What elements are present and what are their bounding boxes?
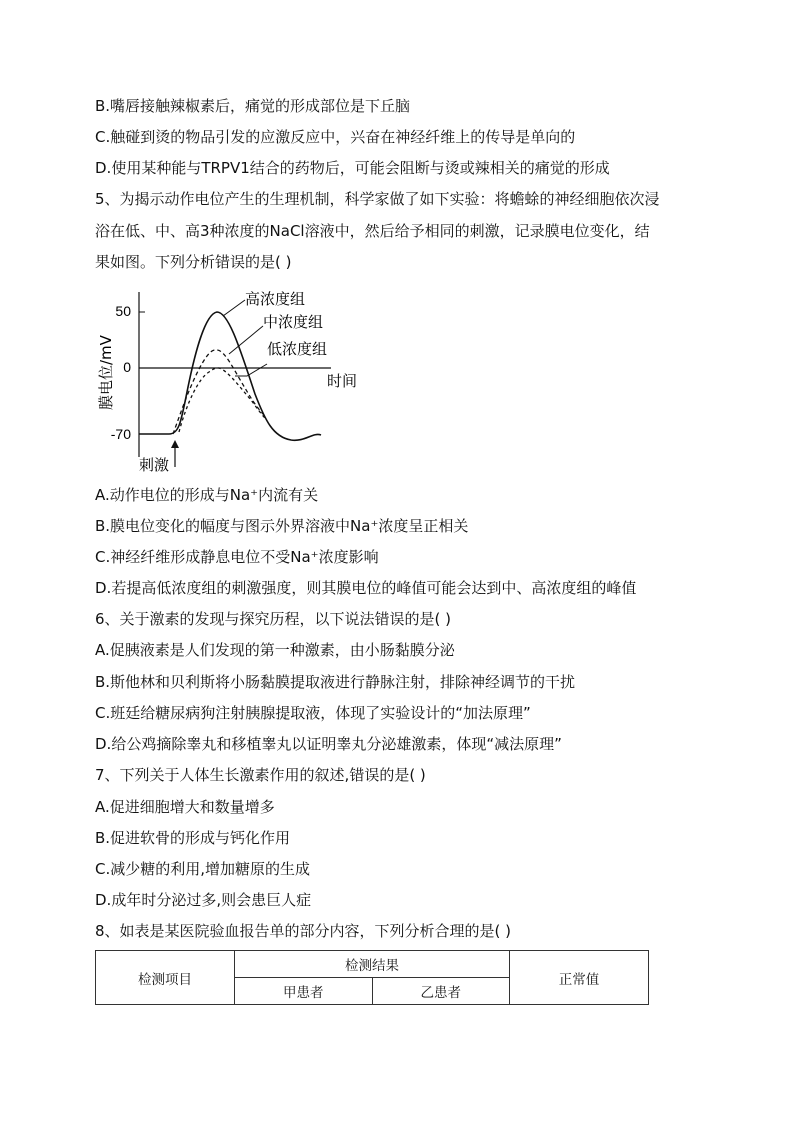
option-7a: A.促进细胞增大和数量增多 [95,798,275,816]
series-label-high: 高浓度组 [245,290,306,308]
leader-line-high [223,300,245,316]
tick-label-neg70: -70 [110,426,131,442]
question-5-stem-3: 果如图。下列分析错误的是( ) [95,253,292,271]
header-item: 检测项目 [96,951,235,1005]
option-4d: D.使用某种能与TRPV1结合的药物后，可能会阻断与烫或辣相关的痛觉的形成 [95,159,610,177]
option-5c: C.神经纤维形成静息电位不受Na⁺浓度影响 [95,548,379,566]
tick-label-50: 50 [115,303,131,319]
question-5-stem-2: 浴在低、中、高3种浓度的NaCl溶液中，然后给予相同的刺激，记录膜电位变化，结 [95,222,650,240]
header-results: 检测结果 [235,951,510,978]
table-header-row [96,951,649,978]
option-4b: B.嘴唇接触辣椒素后，痛觉的形成部位是下丘脑 [95,97,411,115]
membrane-potential-chart [95,282,375,477]
question-6-stem: 6、关于激素的发现与探究历程，以下说法错误的是( ) [95,610,452,628]
option-6b: B.斯他林和贝利斯将小肠黏膜提取液进行静脉注射，排除神经调节的干扰 [95,673,576,691]
option-6c: C.班廷给糖尿病狗注射胰腺提取液，体现了实验设计的“加法原理” [95,704,531,722]
question-7-stem: 7、下列关于人体生长激素作用的叙述,错误的是( ) [95,766,426,784]
question-8-stem: 8、如表是某医院验血报告单的部分内容，下列分析合理的是( ) [95,922,512,940]
leader-line-mid [229,326,263,354]
option-6a: A.促胰液素是人们发现的第一种激素，由小肠黏膜分泌 [95,641,455,659]
option-7c: C.减少糖的利用,增加糖原的生成 [95,860,311,878]
stimulus-label: 刺激 [139,456,170,474]
y-axis-label: 膜电位/mV [97,335,115,410]
series-label-mid: 中浓度组 [263,313,324,331]
option-5d: D.若提高低浓度组的刺激强度，则其膜电位的峰值可能会达到中、高浓度组的峰值 [95,579,637,597]
question-5-stem: 5、为揭示动作电位产生的生理机制，科学家做了如下实验：将蟾蜍的神经细胞依次浸 [95,190,660,208]
series-line-low [179,368,265,432]
tick-label-0: 0 [123,359,131,375]
option-4c: C.触碰到烫的物品引发的应激反应中，兴奋在神经纤维上的传导是单向的 [95,128,576,146]
header-patient-b: 乙患者 [372,978,510,1005]
leader-line-low [235,364,267,376]
option-5b: B.膜电位变化的幅度与图示外界溶液中Na⁺浓度呈正相关 [95,517,469,535]
x-axis-label: 时间 [327,372,358,390]
series-label-low: 低浓度组 [267,340,328,358]
header-normal: 正常值 [510,951,649,1005]
option-5a: A.动作电位的形成与Na⁺内流有关 [95,486,319,504]
header-patient-a: 甲患者 [235,978,373,1005]
option-7b: B.促进软骨的形成与钙化作用 [95,829,291,847]
option-7d: D.成年时分泌过多,则会患巨人症 [95,891,312,909]
blood-test-table [95,950,649,1005]
stimulus-arrowhead [171,440,179,448]
option-6d: D.给公鸡摘除睾丸和移植睾丸以证明睾丸分泌雄激素，体现“减法原理” [95,735,562,753]
